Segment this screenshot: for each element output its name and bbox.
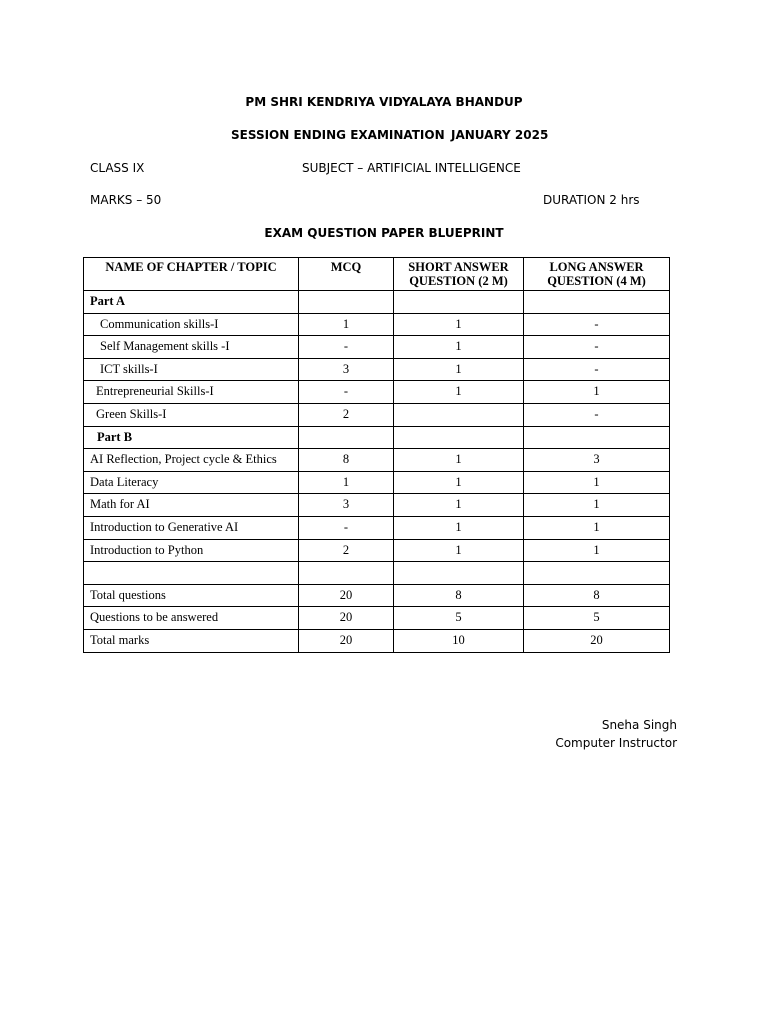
table-row — [84, 426, 670, 449]
cell-topic: Total questions — [84, 584, 299, 607]
cell-mcq: 2 — [299, 539, 394, 562]
subject-label: SUBJECT – ARTIFICIAL INTELLIGENCE — [302, 161, 521, 175]
exam-date: JANUARY 2025 — [451, 128, 549, 142]
marks-label: MARKS – 50 — [90, 193, 162, 207]
cell-long: 8 — [524, 584, 670, 607]
cell-long: - — [524, 336, 670, 359]
exam-name: SESSION ENDING EXAMINATION — [231, 128, 445, 142]
cell-mcq — [299, 562, 394, 585]
blueprint-title: EXAM QUESTION PAPER BLUEPRINT — [264, 226, 504, 240]
cell-long — [524, 562, 670, 585]
cell-topic: Part B — [84, 426, 299, 449]
cell-topic: Communication skills-I — [84, 313, 299, 336]
cell-topic: Introduction to Generative AI — [84, 516, 299, 539]
cell-long: - — [524, 358, 670, 381]
cell-topic: Introduction to Python — [84, 539, 299, 562]
table-row — [84, 494, 670, 517]
cell-mcq — [299, 291, 394, 314]
cell-topic: Part A — [84, 291, 299, 314]
cell-topic: ICT skills-I — [84, 358, 299, 381]
cell-short: 1 — [394, 494, 524, 517]
cell-short: 1 — [394, 539, 524, 562]
cell-topic: AI Reflection, Project cycle & Ethics — [84, 449, 299, 472]
cell-long — [524, 426, 670, 449]
cell-short: 1 — [394, 381, 524, 404]
cell-mcq: 20 — [299, 629, 394, 652]
table-row — [84, 471, 670, 494]
table-row — [84, 336, 670, 359]
cell-short: 8 — [394, 584, 524, 607]
cell-topic: Entrepreneurial Skills-I — [84, 381, 299, 404]
table-row — [84, 539, 670, 562]
signature-name: Sneha Singh — [601, 718, 677, 732]
cell-long: 3 — [524, 449, 670, 472]
cell-long: 1 — [524, 516, 670, 539]
cell-short: 1 — [394, 516, 524, 539]
col-header-mcq: MCQ — [299, 258, 394, 291]
cell-short: 1 — [394, 358, 524, 381]
cell-topic — [84, 562, 299, 585]
blueprint-table — [83, 257, 670, 653]
school-name: PM SHRI KENDRIYA VIDYALAYA BHANDUP — [245, 95, 523, 109]
table-row — [84, 629, 670, 652]
cell-mcq — [299, 426, 394, 449]
cell-short: 1 — [394, 449, 524, 472]
cell-long: 1 — [524, 539, 670, 562]
cell-long: 1 — [524, 381, 670, 404]
table-row — [84, 381, 670, 404]
duration-label: DURATION 2 hrs — [543, 193, 640, 207]
cell-short: 1 — [394, 313, 524, 336]
cell-mcq: 1 — [299, 471, 394, 494]
cell-short — [394, 291, 524, 314]
table-row — [84, 607, 670, 630]
cell-topic: Math for AI — [84, 494, 299, 517]
table-row — [84, 313, 670, 336]
col-header-long: LONG ANSWER QUESTION (4 M) — [524, 258, 670, 291]
cell-mcq: - — [299, 381, 394, 404]
cell-short: 1 — [394, 336, 524, 359]
table-row — [84, 403, 670, 426]
cell-long — [524, 291, 670, 314]
cell-long: 1 — [524, 471, 670, 494]
table-header-row — [84, 258, 670, 291]
cell-mcq: 1 — [299, 313, 394, 336]
cell-long: - — [524, 313, 670, 336]
table-row — [84, 449, 670, 472]
cell-short: 10 — [394, 629, 524, 652]
cell-short: 1 — [394, 471, 524, 494]
cell-short — [394, 426, 524, 449]
cell-long: 5 — [524, 607, 670, 630]
cell-mcq: 8 — [299, 449, 394, 472]
table-row — [84, 291, 670, 314]
cell-long: 1 — [524, 494, 670, 517]
cell-long: - — [524, 403, 670, 426]
cell-short — [394, 403, 524, 426]
signature-designation: Computer Instructor — [555, 736, 677, 750]
cell-short — [394, 562, 524, 585]
cell-mcq: 2 — [299, 403, 394, 426]
col-header-topic: NAME OF CHAPTER / TOPIC — [84, 258, 299, 291]
cell-topic: Self Management skills -I — [84, 336, 299, 359]
cell-short: 5 — [394, 607, 524, 630]
cell-mcq: - — [299, 516, 394, 539]
class-label: CLASS IX — [90, 161, 145, 175]
cell-mcq: 20 — [299, 584, 394, 607]
cell-long: 20 — [524, 629, 670, 652]
table-row — [84, 562, 670, 585]
table-row — [84, 584, 670, 607]
col-header-short: SHORT ANSWER QUESTION (2 M) — [394, 258, 524, 291]
cell-mcq: 20 — [299, 607, 394, 630]
cell-topic: Questions to be answered — [84, 607, 299, 630]
cell-mcq: 3 — [299, 494, 394, 517]
cell-topic: Total marks — [84, 629, 299, 652]
cell-topic: Data Literacy — [84, 471, 299, 494]
cell-mcq: 3 — [299, 358, 394, 381]
cell-mcq: - — [299, 336, 394, 359]
cell-topic: Green Skills-I — [84, 403, 299, 426]
table-row — [84, 358, 670, 381]
table-row — [84, 516, 670, 539]
